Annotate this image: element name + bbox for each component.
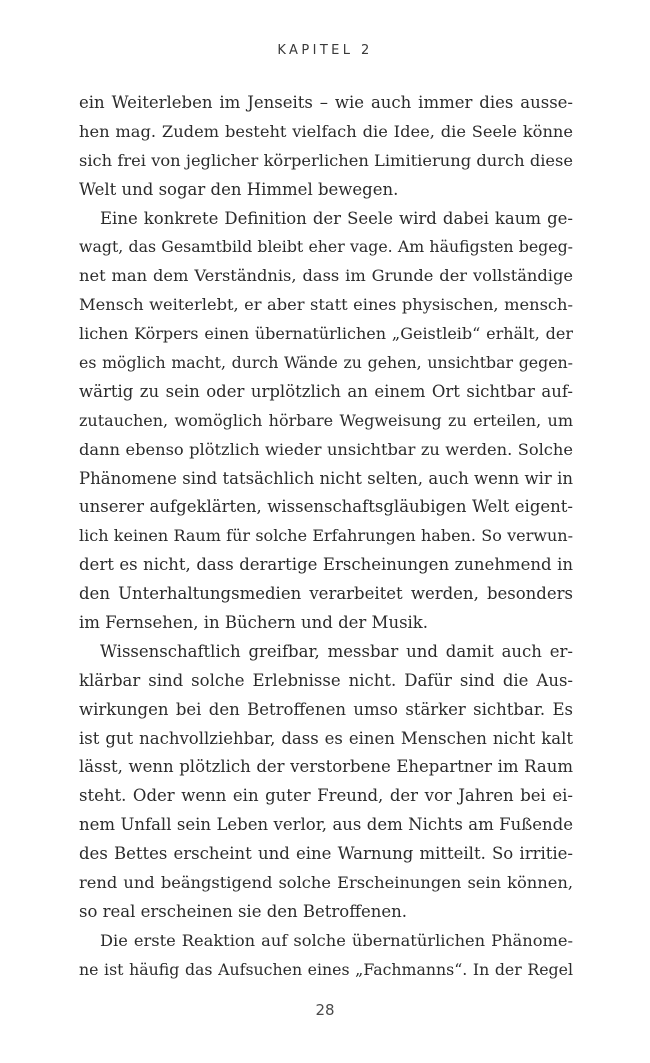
text-line: unserer aufgeklärten, wissenschaftsgläubigen Welt eigent- [79, 497, 573, 517]
text-line: lichen Körpers einen übernatürlichen „Geistleib“ erhält, der [79, 324, 573, 344]
text-line: Die erste Reaktion auf solche übernatürlichen Phänome- [100, 930, 573, 950]
text-line: net man dem Verständnis, dass im Grunde der vollständige [79, 266, 573, 286]
text-line: zutauchen, womöglich hörbare Wegweisung zu erteilen, um [79, 410, 573, 430]
text-line: wagt, das Gesamtbild bleibt eher vage. Am häufigsten begeg- [79, 237, 573, 257]
text-line: hen mag. Zudem besteht vielfach die Idee, die Seele könne [79, 121, 573, 141]
body-text [79, 89, 573, 985]
text-line: nem Unfall sein Leben verlor, aus dem Nichts am Fußende [79, 815, 573, 835]
text-line: ein Weiterleben im Jenseits – wie auch immer dies ausse- [79, 93, 573, 112]
text-line: im Fernsehen, in Büchern und der Musik. [79, 613, 429, 633]
text-line: rend und beängstigend solche Erscheinungen sein können, [79, 873, 573, 893]
text-line: klärbar sind solche Erlebnisse nicht. Dafür sind die Aus- [79, 670, 573, 690]
text-line: steht. Oder wenn ein guter Freund, der vor Jahren bei ei- [79, 786, 573, 806]
text-line: wirkungen bei den Betroffenen umso stärker sichtbar. Es [79, 699, 573, 719]
text-line: ne ist häufig das Aufsuchen eines „Fachmanns“. In der Regel [79, 959, 573, 979]
text-line: Welt und sogar den Himmel bewegen. [79, 179, 399, 199]
text-line: den Unterhaltungsmedien verarbeitet werden, besonders [79, 584, 573, 604]
text-line: dann ebenso plötzlich wieder unsichtbar zu werden. Solche [79, 439, 573, 459]
text-line: sich frei von jeglicher körperlichen Limitierung durch diese [79, 150, 573, 170]
text-line: Mensch weiterlebt, er aber statt eines physischen, mensch- [79, 295, 573, 315]
text-line: Wissenschaftlich greifbar, messbar und damit auch er- [100, 641, 573, 661]
text-line: ist gut nachvollziehbar, dass es einen Menschen nicht kalt [79, 728, 573, 748]
text-line: lässt, wenn plötzlich der verstorbene Ehepartner im Raum [79, 757, 573, 777]
text-line: des Bettes erscheint und eine Warnung mitteilt. So irritie- [79, 844, 573, 864]
running-head: KAPITEL 2 [277, 43, 373, 58]
text-line: dert es nicht, dass derartige Erscheinungen zunehmend in [79, 555, 573, 575]
text-line: es möglich macht, durch Wände zu gehen, unsichtbar gegen- [79, 353, 573, 373]
text-line: Phänomene sind tatsächlich nicht selten, auch wenn wir in [79, 468, 573, 488]
text-line: wärtig zu sein oder urplötzlich an einem Ort sichtbar auf- [79, 381, 573, 401]
text-line: so real erscheinen sie den Betroffenen. [79, 901, 407, 921]
text-line: Eine konkrete Definition der Seele wird dabei kaum ge- [100, 208, 573, 228]
text-line: lich keinen Raum für solche Erfahrungen haben. So verwun- [79, 526, 573, 546]
page-number: 28 [315, 1001, 335, 1019]
